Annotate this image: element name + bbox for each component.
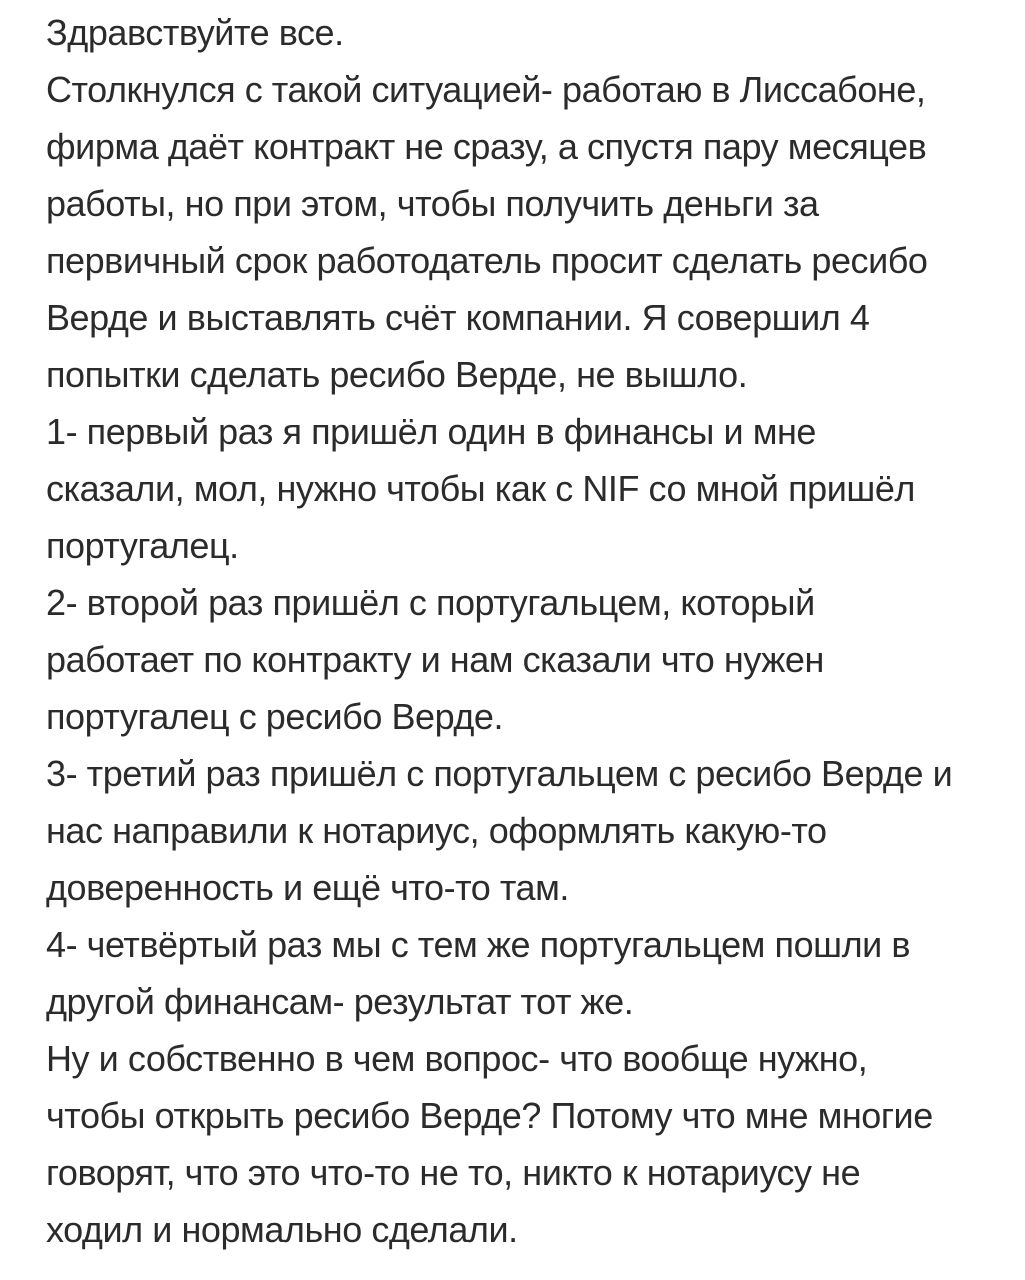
message-line: чтобы открыть ресибо Верде? Потому что мне многие bbox=[46, 1095, 933, 1136]
message-text bbox=[46, 4, 1011, 1280]
message-line: первичный срок работодатель просит сделать ресибо bbox=[46, 240, 928, 281]
message-line: доверенность и ещё что-то там. bbox=[46, 867, 569, 908]
message-line: говорят, что это что-то не то, никто к нотариусу не bbox=[46, 1152, 861, 1193]
message-line: португалец с ресибо Верде. bbox=[46, 696, 504, 737]
message-line: Столкнулся с такой ситуацией- работаю в Лиссабоне, bbox=[46, 69, 926, 110]
message-line: Ну и собственно в чем вопрос- что вообще нужно, bbox=[46, 1038, 868, 1079]
message-line: 1- первый раз я пришёл один в финансы и мне bbox=[46, 411, 816, 452]
message-line: 3- третий раз пришёл с португальцем с ресибо Верде и bbox=[46, 753, 953, 794]
message-line: 4- четвёртый раз мы с тем же португальцем пошли в bbox=[46, 924, 911, 965]
message-line: Здравствуйте все. bbox=[46, 12, 344, 53]
message-line: другой финансам- результат тот же. bbox=[46, 981, 634, 1022]
message-line: Верде и выставлять счёт компании. Я совершил 4 bbox=[46, 297, 870, 338]
message-line: фирма даёт контракт не сразу, а спустя пару месяцев bbox=[46, 126, 927, 167]
message-line: работает по контракту и нам сказали что нужен bbox=[46, 639, 824, 680]
message-line: сказали, мол, нужно чтобы как с NIF со мной пришёл bbox=[46, 468, 915, 509]
message-line: ходил и нормально сделали. bbox=[46, 1209, 518, 1250]
message-line: португалец. bbox=[46, 525, 239, 566]
message-line: нас направили к нотариус, оформлять какую-то bbox=[46, 810, 827, 851]
message-line: работы, но при этом, чтобы получить деньги за bbox=[46, 183, 819, 224]
message-line: 2- второй раз пришёл с португальцем, который bbox=[46, 582, 815, 623]
message-line: попытки сделать ресибо Верде, не вышло. bbox=[46, 354, 748, 395]
